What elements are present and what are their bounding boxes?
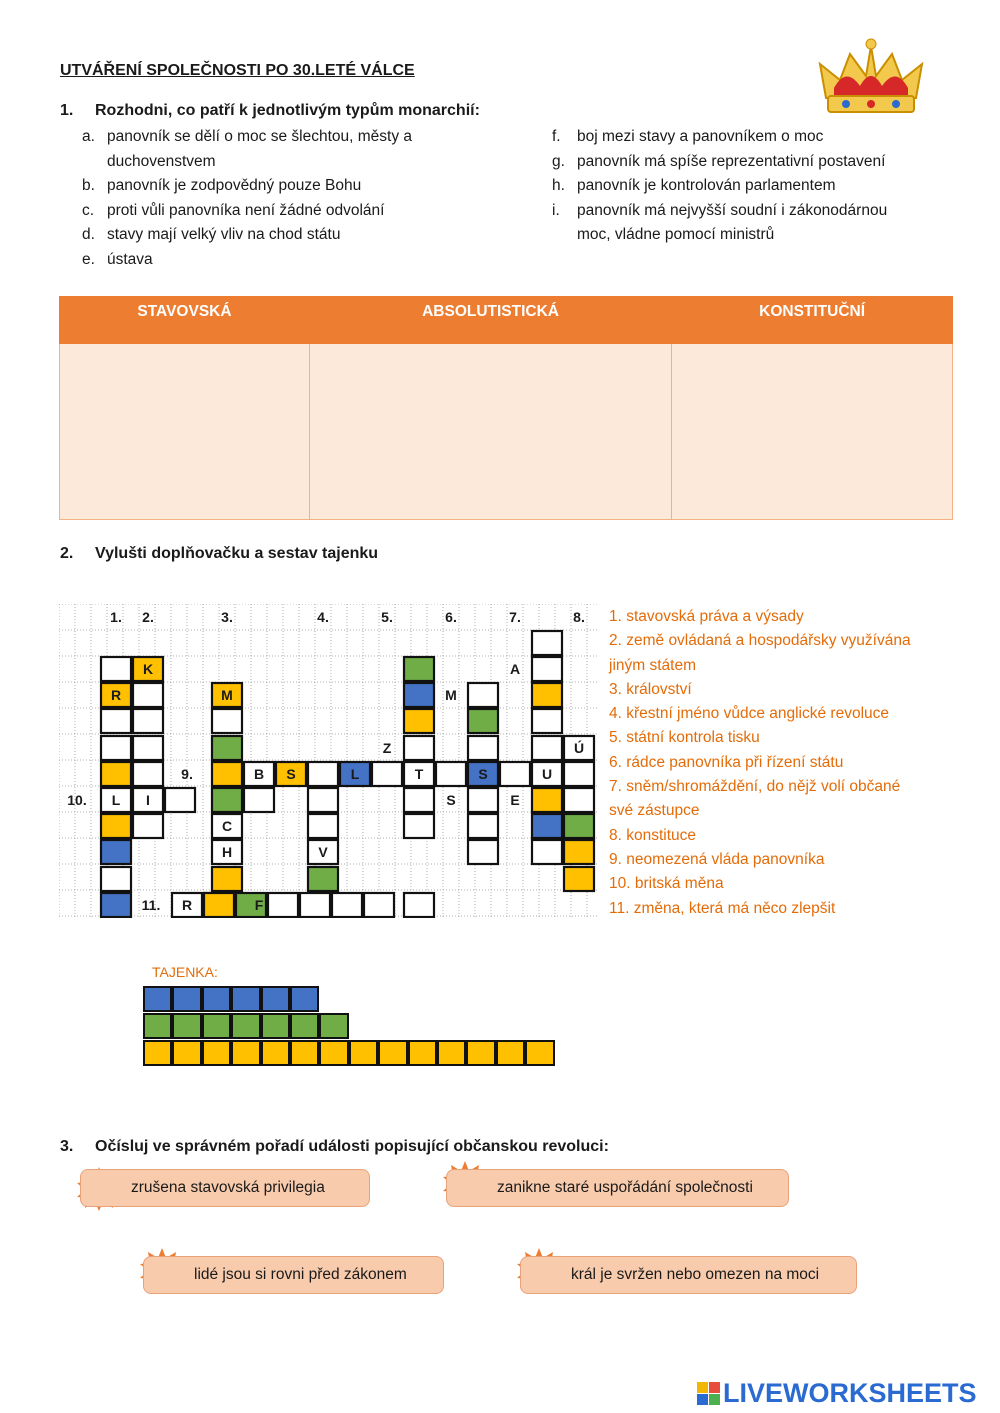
crossword-letter: S bbox=[446, 792, 456, 808]
crossword-cell bbox=[133, 709, 163, 733]
column-number: 6. bbox=[445, 609, 457, 625]
crossword-cell bbox=[436, 762, 466, 786]
crossword-cell bbox=[101, 657, 131, 681]
crossword-cell bbox=[404, 657, 434, 681]
crossword-cell bbox=[468, 709, 498, 733]
tajenka-cell[interactable] bbox=[290, 986, 319, 1012]
crossword-cell bbox=[332, 893, 362, 917]
crossword-letter: K bbox=[142, 661, 154, 677]
row-number: 10. bbox=[67, 792, 87, 808]
crossword-letter: Ú bbox=[573, 740, 585, 756]
tajenka-cell[interactable] bbox=[261, 986, 290, 1012]
event-label: zanikne staré uspořádání společnosti bbox=[497, 1179, 753, 1196]
crossword-cell bbox=[404, 683, 434, 707]
tajenka-cell[interactable] bbox=[290, 1013, 319, 1039]
list-item: i. panovník má nejvyšší soudní i zákonodárnou bbox=[552, 201, 888, 219]
crossword-cell bbox=[133, 683, 163, 707]
q1-left-list bbox=[82, 125, 522, 272]
crossword-cell bbox=[212, 736, 242, 760]
tajenka-cell[interactable] bbox=[261, 1013, 290, 1039]
event-card[interactable] bbox=[520, 1256, 857, 1294]
crossword-cell bbox=[468, 814, 498, 838]
crossword-cell bbox=[101, 867, 131, 891]
crossword-letter: Z bbox=[382, 740, 392, 756]
crossword-letter: R bbox=[181, 897, 193, 913]
logo-icon bbox=[697, 1382, 720, 1405]
list-item: d. stavy mají velký vliv na chod státu bbox=[82, 226, 341, 243]
clue: 1. stavovská práva a výsady bbox=[609, 608, 804, 625]
list-item: c. proti vůli panovníka není žádné odvolání bbox=[82, 201, 385, 219]
event-label: král je svržen nebo omezen na moci bbox=[571, 1266, 820, 1283]
clue: 9. neomezená vláda panovníka bbox=[609, 850, 825, 868]
crossword-cell bbox=[404, 788, 434, 812]
tajenka-cell[interactable] bbox=[202, 1013, 231, 1039]
crossword-cell bbox=[468, 840, 498, 864]
tajenka-cell[interactable] bbox=[202, 986, 231, 1012]
tajenka-cell[interactable] bbox=[466, 1040, 495, 1066]
column-header-stavovska: STAVOVSKÁ bbox=[60, 297, 310, 344]
clue: 10. britská měna bbox=[609, 875, 724, 893]
crossword-cell bbox=[564, 788, 594, 812]
list-item: g. panovník má spíše reprezentativní postavení bbox=[552, 152, 886, 170]
crossword-cell bbox=[468, 736, 498, 760]
crossword-cell bbox=[564, 867, 594, 891]
crossword-letter: S bbox=[478, 766, 488, 782]
crossword-cell bbox=[564, 814, 594, 838]
crossword-letter: I bbox=[146, 792, 150, 808]
tajenka-cell[interactable] bbox=[496, 1040, 525, 1066]
crossword-cell bbox=[244, 788, 274, 812]
brand-text: LIVEWORKSHEETS bbox=[723, 1377, 977, 1408]
crossword-cell bbox=[204, 893, 234, 917]
column-number: 4. bbox=[317, 609, 329, 625]
page-title: UTVÁŘENÍ SPOLEČNOSTI PO 30.LETÉ VÁLCE bbox=[60, 62, 415, 79]
crossword-cell bbox=[133, 736, 163, 760]
clue: 7. sněm/shromáždění, do nějž volí občané bbox=[609, 778, 901, 796]
crossword-letter: C bbox=[221, 818, 233, 834]
q1-heading: 1. Rozhodni, co patří k jednotlivým typům monarchií: bbox=[60, 102, 480, 119]
crossword-letter: M bbox=[445, 687, 457, 703]
crossword-cell bbox=[308, 788, 338, 812]
tajenka-cell[interactable] bbox=[143, 1013, 172, 1039]
crossword-cell bbox=[532, 657, 562, 681]
tajenka-cell[interactable] bbox=[231, 1013, 260, 1039]
tajenka-cell[interactable] bbox=[172, 986, 201, 1012]
crossword-letter: M bbox=[221, 687, 233, 703]
column-header-absolutisticka: ABSOLUTISTICKÁ bbox=[309, 297, 671, 344]
list-item: duchovenstvem bbox=[107, 152, 216, 170]
clue: 8. konstituce bbox=[609, 826, 697, 844]
column-number: 8. bbox=[573, 609, 585, 625]
clue: 3. království bbox=[609, 680, 692, 698]
crossword-letter: U bbox=[541, 766, 553, 782]
crossword-cell bbox=[468, 683, 498, 707]
tajenka-cell[interactable] bbox=[378, 1040, 407, 1066]
list-item: h. panovník je kontrolován parlamentem bbox=[552, 177, 836, 194]
tajenka-cell[interactable] bbox=[202, 1040, 231, 1066]
drop-zone-konstitucni[interactable] bbox=[672, 344, 953, 520]
column-number: 3. bbox=[221, 609, 233, 625]
event-label: zrušena stavovská privilegia bbox=[131, 1179, 325, 1196]
crossword-letter: B bbox=[253, 766, 265, 782]
clue: 6. rádce panovníka při řízení státu bbox=[609, 753, 844, 771]
crossword-cell bbox=[500, 762, 530, 786]
crossword-cell bbox=[212, 867, 242, 891]
clue: 5. státní kontrola tisku bbox=[609, 729, 760, 747]
crossword-cell bbox=[300, 893, 330, 917]
tajenka-cell[interactable] bbox=[319, 1013, 348, 1039]
tajenka-cell[interactable] bbox=[143, 1040, 172, 1066]
tajenka-cell[interactable] bbox=[349, 1040, 378, 1066]
crossword-cell bbox=[101, 736, 131, 760]
crossword-letter: A bbox=[509, 661, 521, 677]
crossword-cell bbox=[212, 788, 242, 812]
crossword-grid bbox=[59, 604, 597, 918]
clue: své zástupce bbox=[609, 802, 700, 820]
column-number: 5. bbox=[381, 609, 393, 625]
event-card[interactable] bbox=[80, 1169, 370, 1207]
crossword-cell bbox=[364, 893, 394, 917]
crossword-cell bbox=[308, 762, 338, 786]
drop-zone-stavovska[interactable] bbox=[60, 344, 310, 520]
tajenka-cell[interactable] bbox=[231, 986, 260, 1012]
row-number: 9. bbox=[181, 766, 193, 782]
list-item: moc, vládne pomocí ministrů bbox=[577, 226, 775, 243]
crossword-cell bbox=[308, 814, 338, 838]
crossword-cell bbox=[404, 814, 434, 838]
crossword-cell bbox=[101, 840, 131, 864]
crossword-cell bbox=[101, 814, 131, 838]
crossword-cell bbox=[532, 683, 562, 707]
clue: 2. země ovládaná a hospodářsky využívána bbox=[609, 632, 911, 650]
crossword-clues bbox=[609, 605, 949, 921]
tajenka-grid bbox=[143, 986, 563, 1068]
crossword-cell bbox=[564, 762, 594, 786]
crossword-letter: L bbox=[111, 792, 121, 808]
list-item: f. boj mezi stavy a panovníkem o moc bbox=[552, 128, 824, 145]
q2-heading: 2. Vylušti doplňovačku a sestav tajenku bbox=[60, 545, 379, 562]
crossword-cell bbox=[133, 762, 163, 786]
crossword-cell bbox=[165, 788, 195, 812]
crossword-letter: S bbox=[286, 766, 296, 782]
event-card[interactable] bbox=[446, 1169, 789, 1207]
crossword-cell bbox=[101, 762, 131, 786]
event-label: lidé jsou si rovni před zákonem bbox=[194, 1266, 407, 1283]
crossword-letter: E bbox=[510, 792, 520, 808]
crossword-cell bbox=[308, 867, 338, 891]
crossword-cell bbox=[532, 736, 562, 760]
clue: jiným státem bbox=[609, 656, 696, 674]
crossword-cell bbox=[404, 736, 434, 760]
crossword-letter: H bbox=[221, 844, 233, 860]
tajenka-cell[interactable] bbox=[261, 1040, 290, 1066]
q3-heading: 3. Očísluj ve správném pořadí události popisující občanskou revoluci: bbox=[60, 1138, 609, 1155]
list-item: a. panovník se dělí o moc se šlechtou, městy a bbox=[82, 128, 412, 145]
crossword-cell bbox=[532, 840, 562, 864]
clue: 4. křestní jméno vůdce anglické revoluce bbox=[609, 705, 890, 723]
tajenka-cell[interactable] bbox=[290, 1040, 319, 1066]
crossword-cell bbox=[133, 814, 163, 838]
crossword-letter: F bbox=[254, 897, 264, 913]
crossword-letter: R bbox=[110, 687, 122, 703]
crossword-letter: V bbox=[318, 844, 328, 860]
crossword-cell bbox=[532, 814, 562, 838]
crossword-cell bbox=[532, 709, 562, 733]
tajenka-cell[interactable] bbox=[143, 986, 172, 1012]
crossword-cell bbox=[404, 893, 434, 917]
tajenka-cell[interactable] bbox=[172, 1040, 201, 1066]
column-number: 7. bbox=[509, 609, 521, 625]
tajenka-cell[interactable] bbox=[408, 1040, 437, 1066]
column-number: 2. bbox=[142, 609, 154, 625]
list-item: e. ústava bbox=[82, 250, 153, 268]
tajenka-cell[interactable] bbox=[319, 1040, 348, 1066]
list-item: b. panovník je zodpovědný pouze Bohu bbox=[82, 177, 362, 194]
event-card[interactable] bbox=[143, 1256, 444, 1294]
crossword-letter: T bbox=[414, 766, 424, 782]
q1-right-list bbox=[552, 125, 952, 248]
crossword-cell bbox=[101, 709, 131, 733]
monarchy-table bbox=[59, 296, 953, 520]
drop-zone-absolutisticka[interactable] bbox=[309, 344, 671, 520]
liveworksheets-logo bbox=[697, 1378, 993, 1408]
crossword-background bbox=[59, 604, 597, 918]
tajenka-cell[interactable] bbox=[437, 1040, 466, 1066]
crown-icon bbox=[816, 36, 926, 126]
column-number: 1. bbox=[110, 609, 122, 625]
crossword-cell bbox=[372, 762, 402, 786]
crossword-cell bbox=[532, 631, 562, 655]
crossword-letter: L bbox=[350, 766, 360, 782]
crossword-cell bbox=[404, 709, 434, 733]
crossword-cell bbox=[212, 709, 242, 733]
tajenka-cell[interactable] bbox=[172, 1013, 201, 1039]
crossword-cell bbox=[212, 762, 242, 786]
tajenka-cell[interactable] bbox=[231, 1040, 260, 1066]
crossword-cell bbox=[532, 788, 562, 812]
tajenka-cell[interactable] bbox=[525, 1040, 554, 1066]
column-header-konstitucni: KONSTITUČNÍ bbox=[672, 297, 953, 344]
clue: 11. změna, která má něco zlepšit bbox=[609, 899, 836, 917]
row-number: 11. bbox=[141, 897, 161, 913]
crossword-cell bbox=[101, 893, 131, 917]
tajenka-label: TAJENKA: bbox=[152, 964, 218, 980]
crossword-cell bbox=[468, 788, 498, 812]
crossword-cell bbox=[564, 840, 594, 864]
